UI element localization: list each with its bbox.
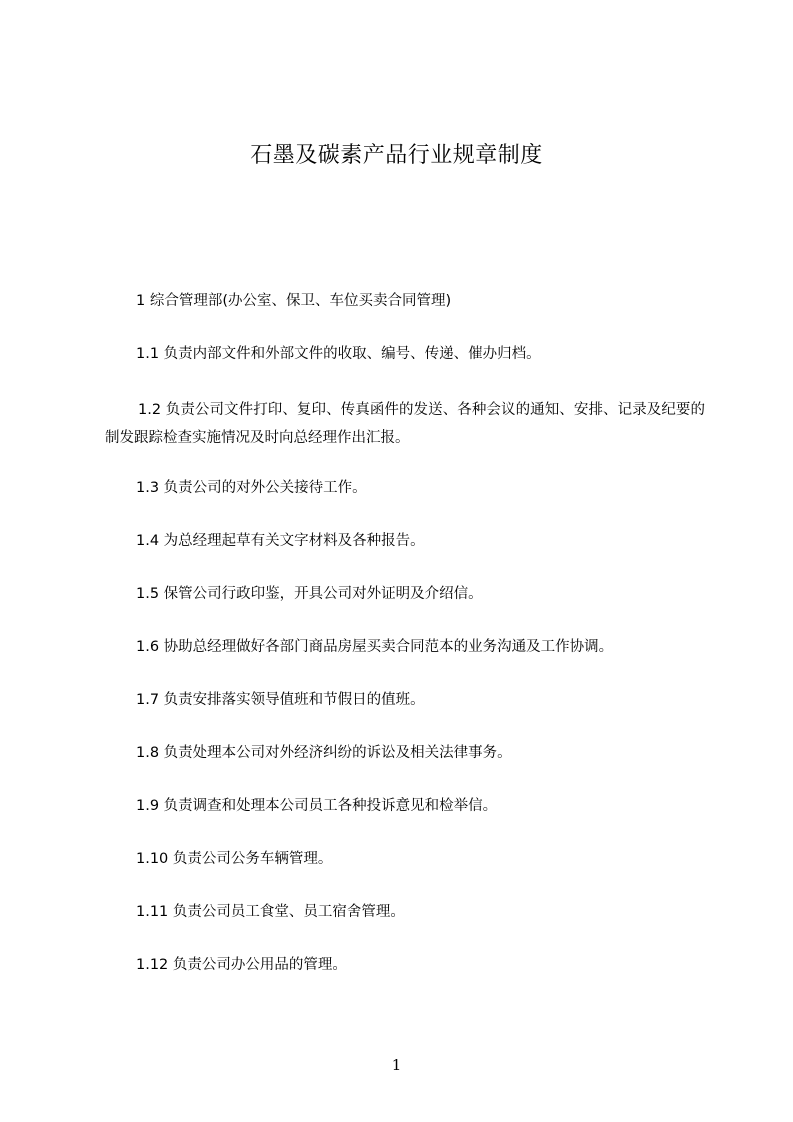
- paragraph-1-11: 1.11 负责公司员工食堂、员工宿舍管理。: [136, 904, 405, 920]
- paragraph-1-10: 1.10 负责公司公务车辆管理。: [136, 851, 333, 867]
- paragraph-section-1: 1 综合管理部(办公室、保卫、车位买卖合同管理): [136, 293, 452, 309]
- paragraph-1-9: 1.9 负责调查和处理本公司员工各种投诉意见和检举信。: [136, 798, 498, 814]
- paragraph-1-6: 1.6 协助总经理做好各部门商品房屋买卖合同范本的业务沟通及工作协调。: [136, 639, 614, 655]
- page-number: 1: [391, 1056, 402, 1074]
- page-title: 石墨及碳素产品行业规章制度: [250, 143, 543, 168]
- paragraph-1-2: 1.2 负责公司文件打印、复印、传真函件的发送、各种会议的通知、安排、记录及纪要的制发跟踪检查实施情况及时向总经理作出汇报。: [105, 402, 705, 446]
- paragraph-1-7: 1.7 负责安排落实领导值班和节假日的值班。: [136, 692, 425, 708]
- paragraph-1-12: 1.12 负责公司办公用品的管理。: [136, 957, 347, 973]
- paragraph-1-3: 1.3 负责公司的对外公关接待工作。: [136, 480, 367, 496]
- paragraph-1-5: 1.5 保管公司行政印鉴，开具公司对外证明及介绍信。: [136, 586, 483, 602]
- paragraph-1-1: 1.1 负责内部文件和外部文件的收取、编号、传递、催办归档。: [136, 346, 541, 362]
- paragraph-1-4: 1.4 为总经理起草有关文字材料及各种报告。: [136, 533, 425, 549]
- paragraph-1-8: 1.8 负责处理本公司对外经济纠纷的诉讼及相关法律事务。: [136, 745, 512, 761]
